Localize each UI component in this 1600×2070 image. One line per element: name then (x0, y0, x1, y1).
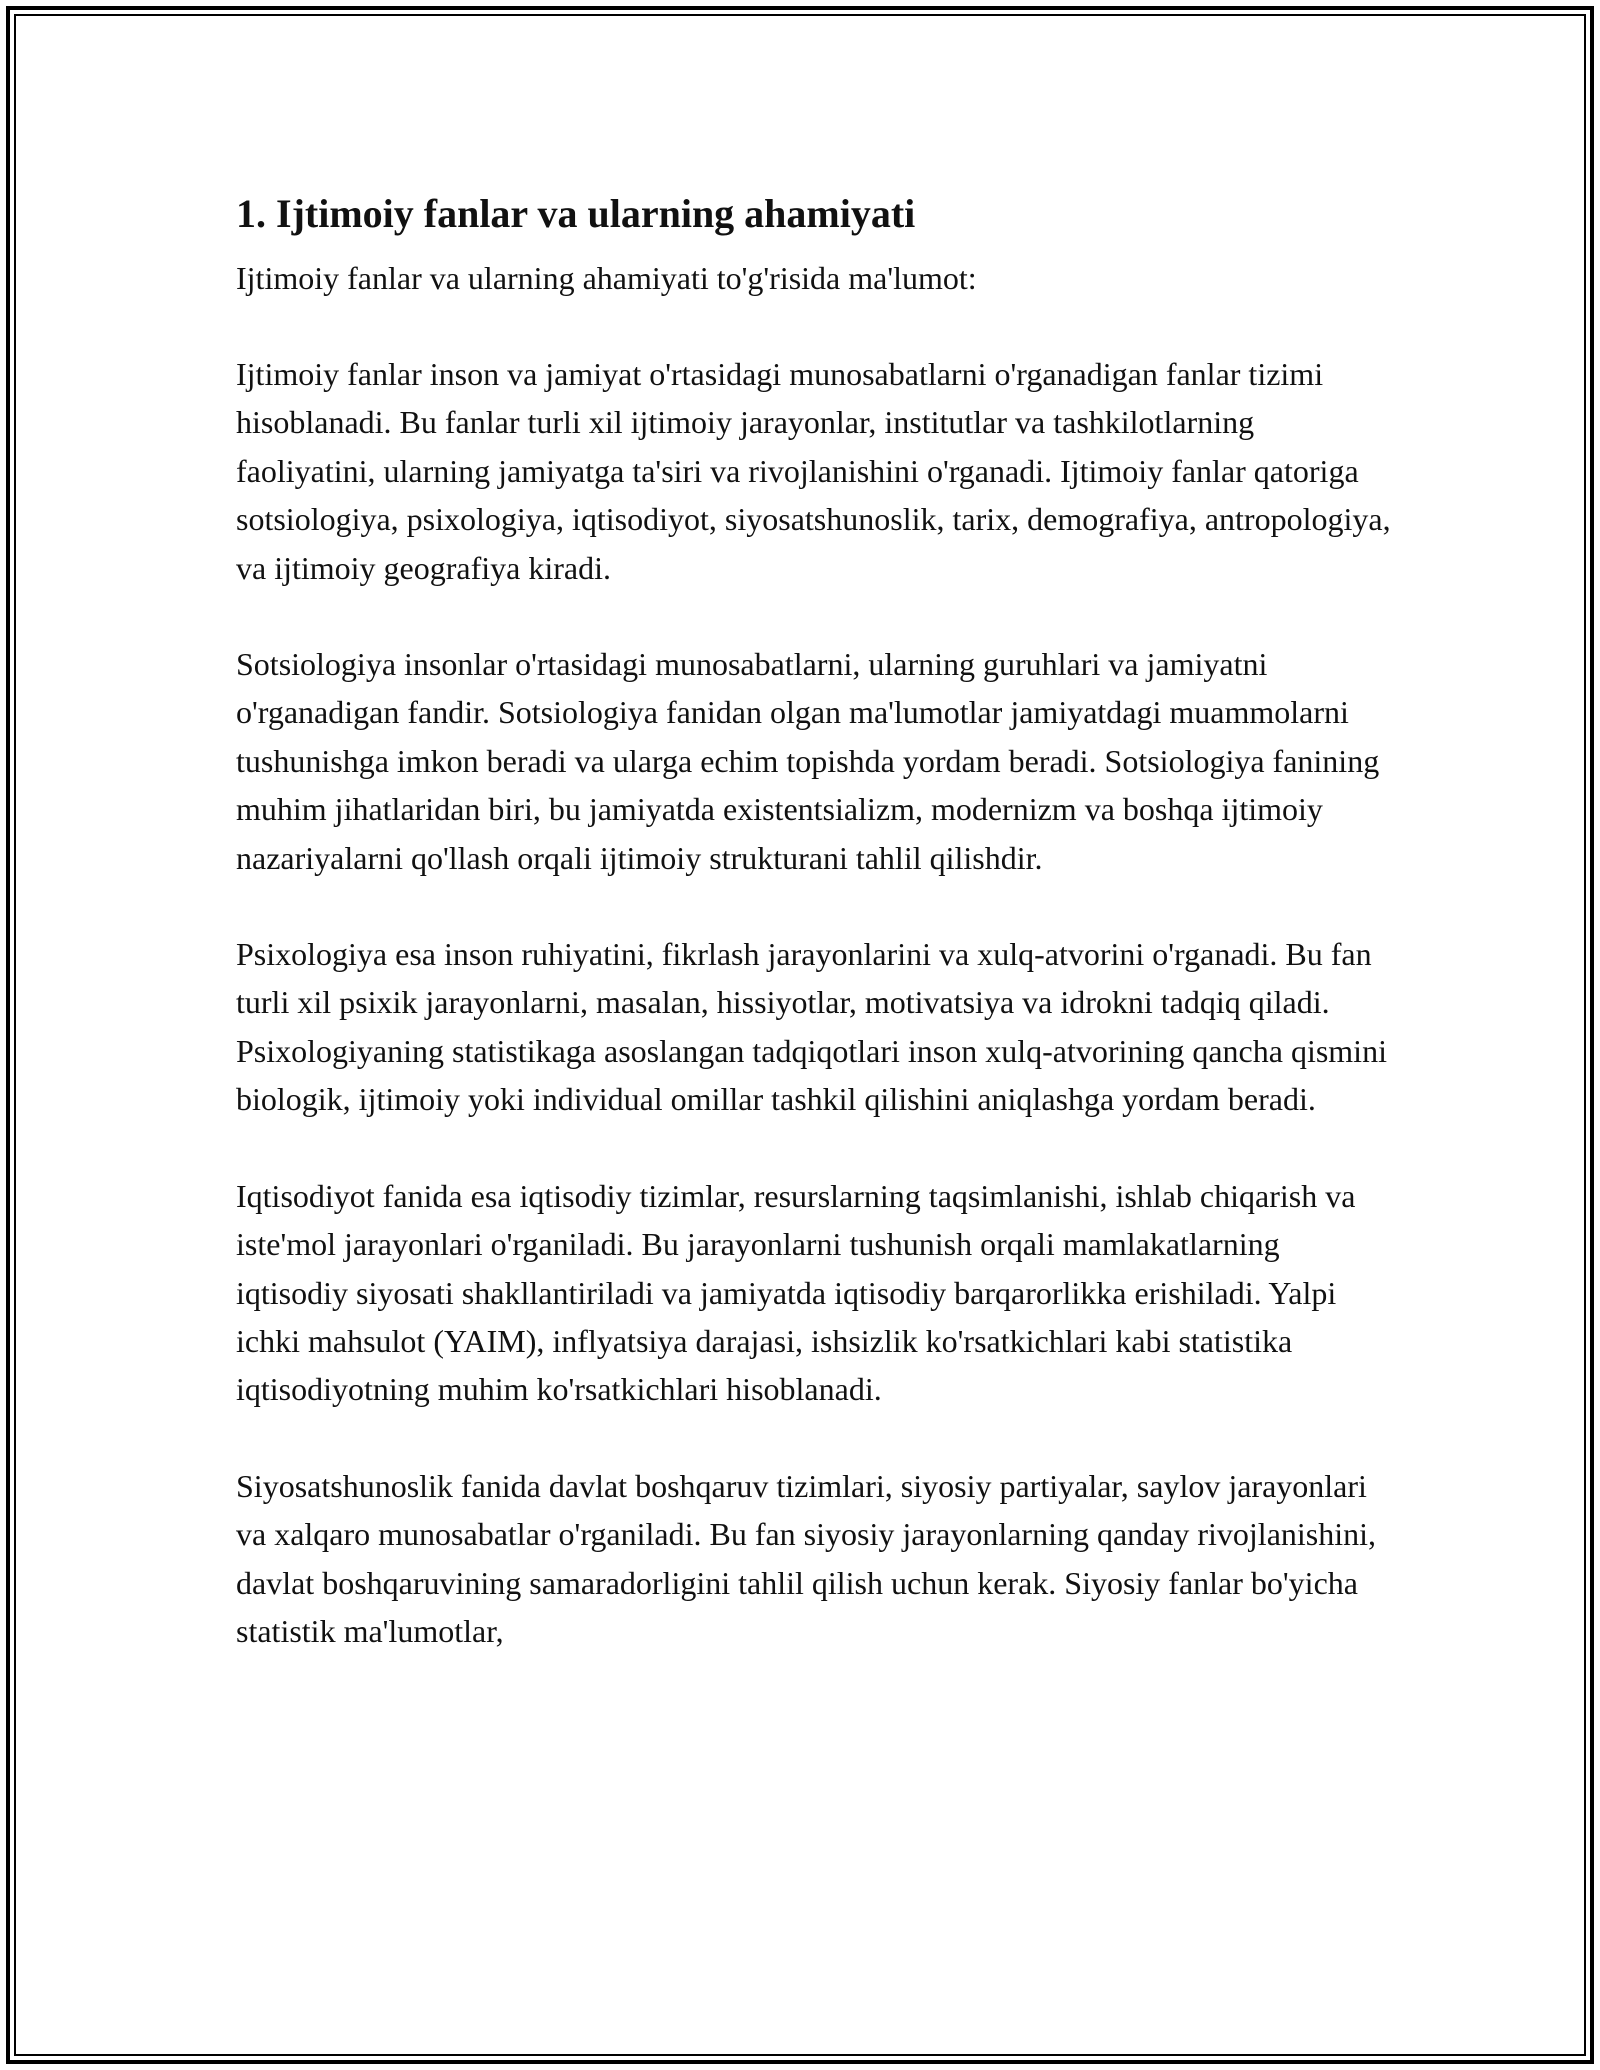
paragraph-overview: Ijtimoiy fanlar inson va jamiyat o'rtasidagi munosabatlarni o'rganadigan fanlar tizimi hisoblanadi. Bu fanlar turli xil ijtimoiy jarayonlar, institutlar va tashkilotlarning faoliyatini, ularning jamiyatga ta'siri va rivojlanishini o'rganadi. Ijtimoiy fanlar qatoriga sotsiologiya, psixologiya, iqtisodiyot, siyosatshunoslik, tarix, demografiya, antropologiya, va ijtimoiy geografiya kiradi. (236, 356, 1391, 586)
paragraph-sociology: Sotsiologiya insonlar o'rtasidagi munosabatlarni, ularning guruhlari va jamiyatni o'rganadigan fandir. Sotsiologiya fanidan olgan ma'lumotlar jamiyatdagi muammolarni tushunishga imkon beradi va ularga echim topishda yordam beradi. Sotsiologiya fanining muhim jihatlaridan biri, bu jamiyatda existentsializm, modernizm va boshqa ijtimoiy nazariyalarni qo'llash orqali ijtimoiy strukturani tahlil qilishdir. (236, 646, 1380, 876)
document-title: 1. Ijtimoiy fanlar va ularning ahamiyati (236, 191, 916, 236)
paragraph-economics: Iqtisodiyot fanida esa iqtisodiy tizimlar, resurslarning taqsimlanishi, ishlab chiqarish va iste'mol jarayonlari o'rganiladi. Bu jarayonlarni tushunish orqali mamlakatlarning iqtisodiy siyosati shakllantiriladi va jamiyatda iqtisodiy barqarorlikka erishiladi. Yalpi ichki mahsulot (YAIM), inflyatsiya darajasi, ishsizlik ko'rsatkichlari kabi statistika iqtisodiyotning muhim ko'rsatkichlari hisoblanadi. (236, 1177, 1356, 1408)
document-lead: Ijtimoiy fanlar va ularning ahamiyati to'g'risida ma'lumot: (236, 260, 977, 296)
paragraph-psychology: Psixologiya esa inson ruhiyatini, fikrlash jarayonlarini va xulq-atvorini o'rganadi. Bu fan turli xil psixik jarayonlarni, masalan, hissiyotlar, motivatsiya va idrokni tadqiq qiladi. Psixologiyaning statistikaga asoslangan tadqiqotlari inson xulq-atvorining qancha qismini biologik, ijtimoiy yoki individual omillar tashkil qilishini aniqlashga yordam beradi. (236, 936, 1387, 1118)
paragraph-political-science: Siyosatshunoslik fanida davlat boshqaruv tizimlari, siyosiy partiyalar, saylov jarayonlari va xalqaro munosabatlar o'rganiladi. Bu fan siyosiy jarayonlarning qanday rivojlanishini, davlat boshqaruvining samaradorligini tahlil qilish uchun kerak. Siyosiy fanlar bo'yicha statistik ma'lumotlar, (236, 1467, 1377, 1649)
document-page (236, 186, 1396, 1655)
